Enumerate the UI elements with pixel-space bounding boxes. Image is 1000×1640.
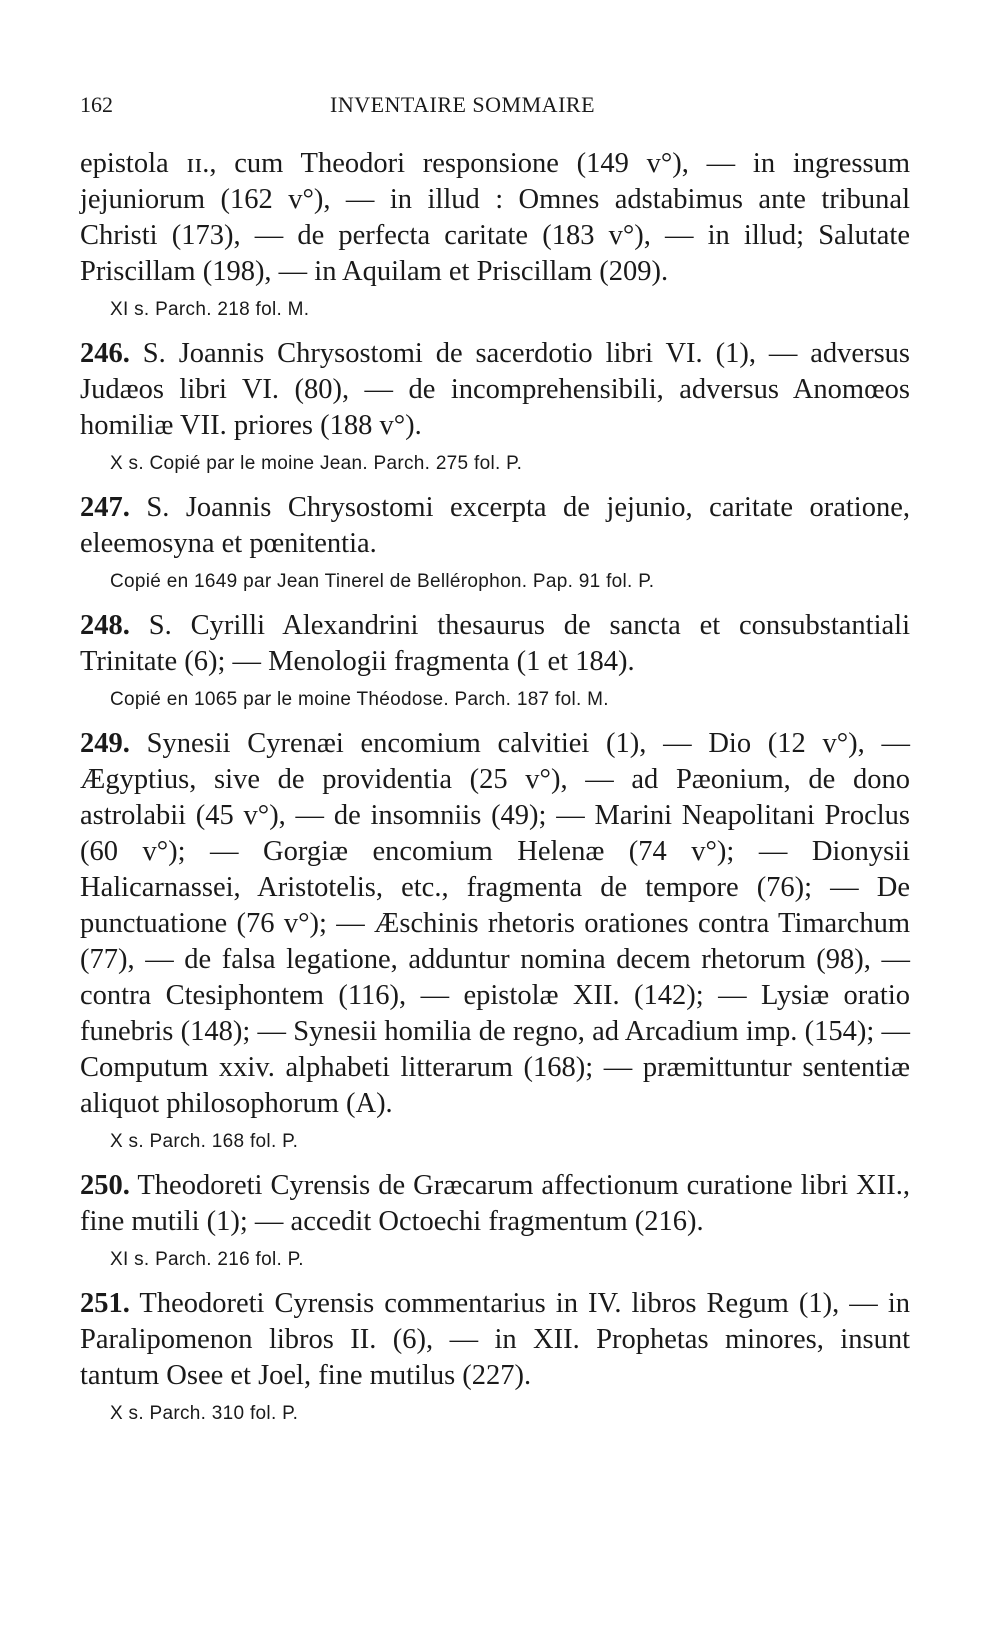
entry-number: 251. [80, 1288, 130, 1319]
entry-text: S. Joannis Chrysostomi de sacerdotio libri VI. (1), — adversus Judæos libri VI. (80), — de incomprehensibili, adversus Anomœos homiliæ VII. priores (188 v°). [80, 338, 911, 441]
entry-number: 249. [80, 728, 130, 759]
entry-number: 246. [80, 338, 130, 369]
entry-note: XI s. Parch. 216 fol. P. [110, 1249, 304, 1270]
catalog-entry [80, 1168, 910, 1272]
entry-number: 250. [80, 1170, 130, 1201]
running-header [80, 92, 910, 132]
catalog-entry [80, 608, 910, 712]
catalog-entry [80, 726, 910, 1154]
entry-number: 248. [80, 610, 130, 641]
entry-text: Theodoreti Cyrensis de Græcarum affectionum curatione libri XII., fine mutili (1); — accedit Octoechi fragmentum (216). [80, 1170, 910, 1237]
continued-entry [80, 146, 910, 322]
page-number: 162 [80, 92, 113, 117]
catalog-entry [80, 1286, 910, 1426]
running-title: INVENTAIRE SOMMAIRE [330, 92, 596, 117]
entry-text: S. Cyrilli Alexandrini thesaurus de sancta et consubstantiali Trinitate (6); — Menologii fragmenta (1 et 184). [80, 610, 910, 677]
entry-number: 247. [80, 492, 130, 523]
entry-note: X s. Parch. 168 fol. P. [110, 1131, 299, 1152]
entry-note: X s. Parch. 310 fol. P. [110, 1403, 299, 1424]
entry-note: Copié en 1649 par Jean Tinerel de Bellérophon. Pap. 91 fol. P. [110, 571, 655, 592]
entry-note: Copié en 1065 par le moine Théodose. Parch. 187 fol. M. [110, 689, 609, 710]
catalog-entry [80, 490, 910, 594]
catalog-entry [80, 336, 910, 476]
entry-note: X s. Copié par le moine Jean. Parch. 275 fol. P. [110, 453, 523, 474]
entry-text: Synesii Cyrenæi encomium calvitiei (1), — Dio (12 v°), — Ægyptius, sive de providentia (25 v°), — ad Pæonium, de dono astrolabii (45 v°), — de insomniis (49); — Marini Neapolitani Proclus (60 v°); — Gorgiæ encomium Helenæ (74 v°); — Dionysii Halicarnassei, Aristotelis, etc., fragmenta de tempore (76); — De punctuatione (76 v°); — Æschinis rhetoris orationes contra Timarchum (77), — de falsa legatione, adduntur nomina decem rhetorum (98), — contra Ctesiphontem (116), — epistolæ XII. (142); — Lysiæ oratio funebris (148); — Synesii homilia de regno, ad Arcadium imp. (154); — Computum xxiv. alphabeti litterarum (168); — præmittuntur sententiæ aliquot philosophorum (A). [80, 728, 910, 1119]
document-page [80, 92, 910, 1426]
entry-text: S. Joannis Chrysostomi excerpta de jejunio, caritate oratione, eleemosyna et pœnitentia. [80, 492, 911, 559]
entry-text: epistola ɪɪ., cum Theodori responsione (149 v°), — in ingressum jejuniorum (162 v°), — in illud : Omnes adstabimus ante tribunal Christi (173), — de perfecta caritate (183 v°), — in illud; Salutate Priscillam (198), — in Aquilam et Priscillam (209). [80, 148, 910, 287]
entry-note: XI s. Parch. 218 fol. M. [110, 299, 310, 320]
entry-text: Theodoreti Cyrensis commentarius in IV. libros Regum (1), — in Paralipomenon libros II. (6), — in XII. Prophetas minores, insunt tantum Osee et Joel, fine mutilus (227). [80, 1288, 910, 1391]
